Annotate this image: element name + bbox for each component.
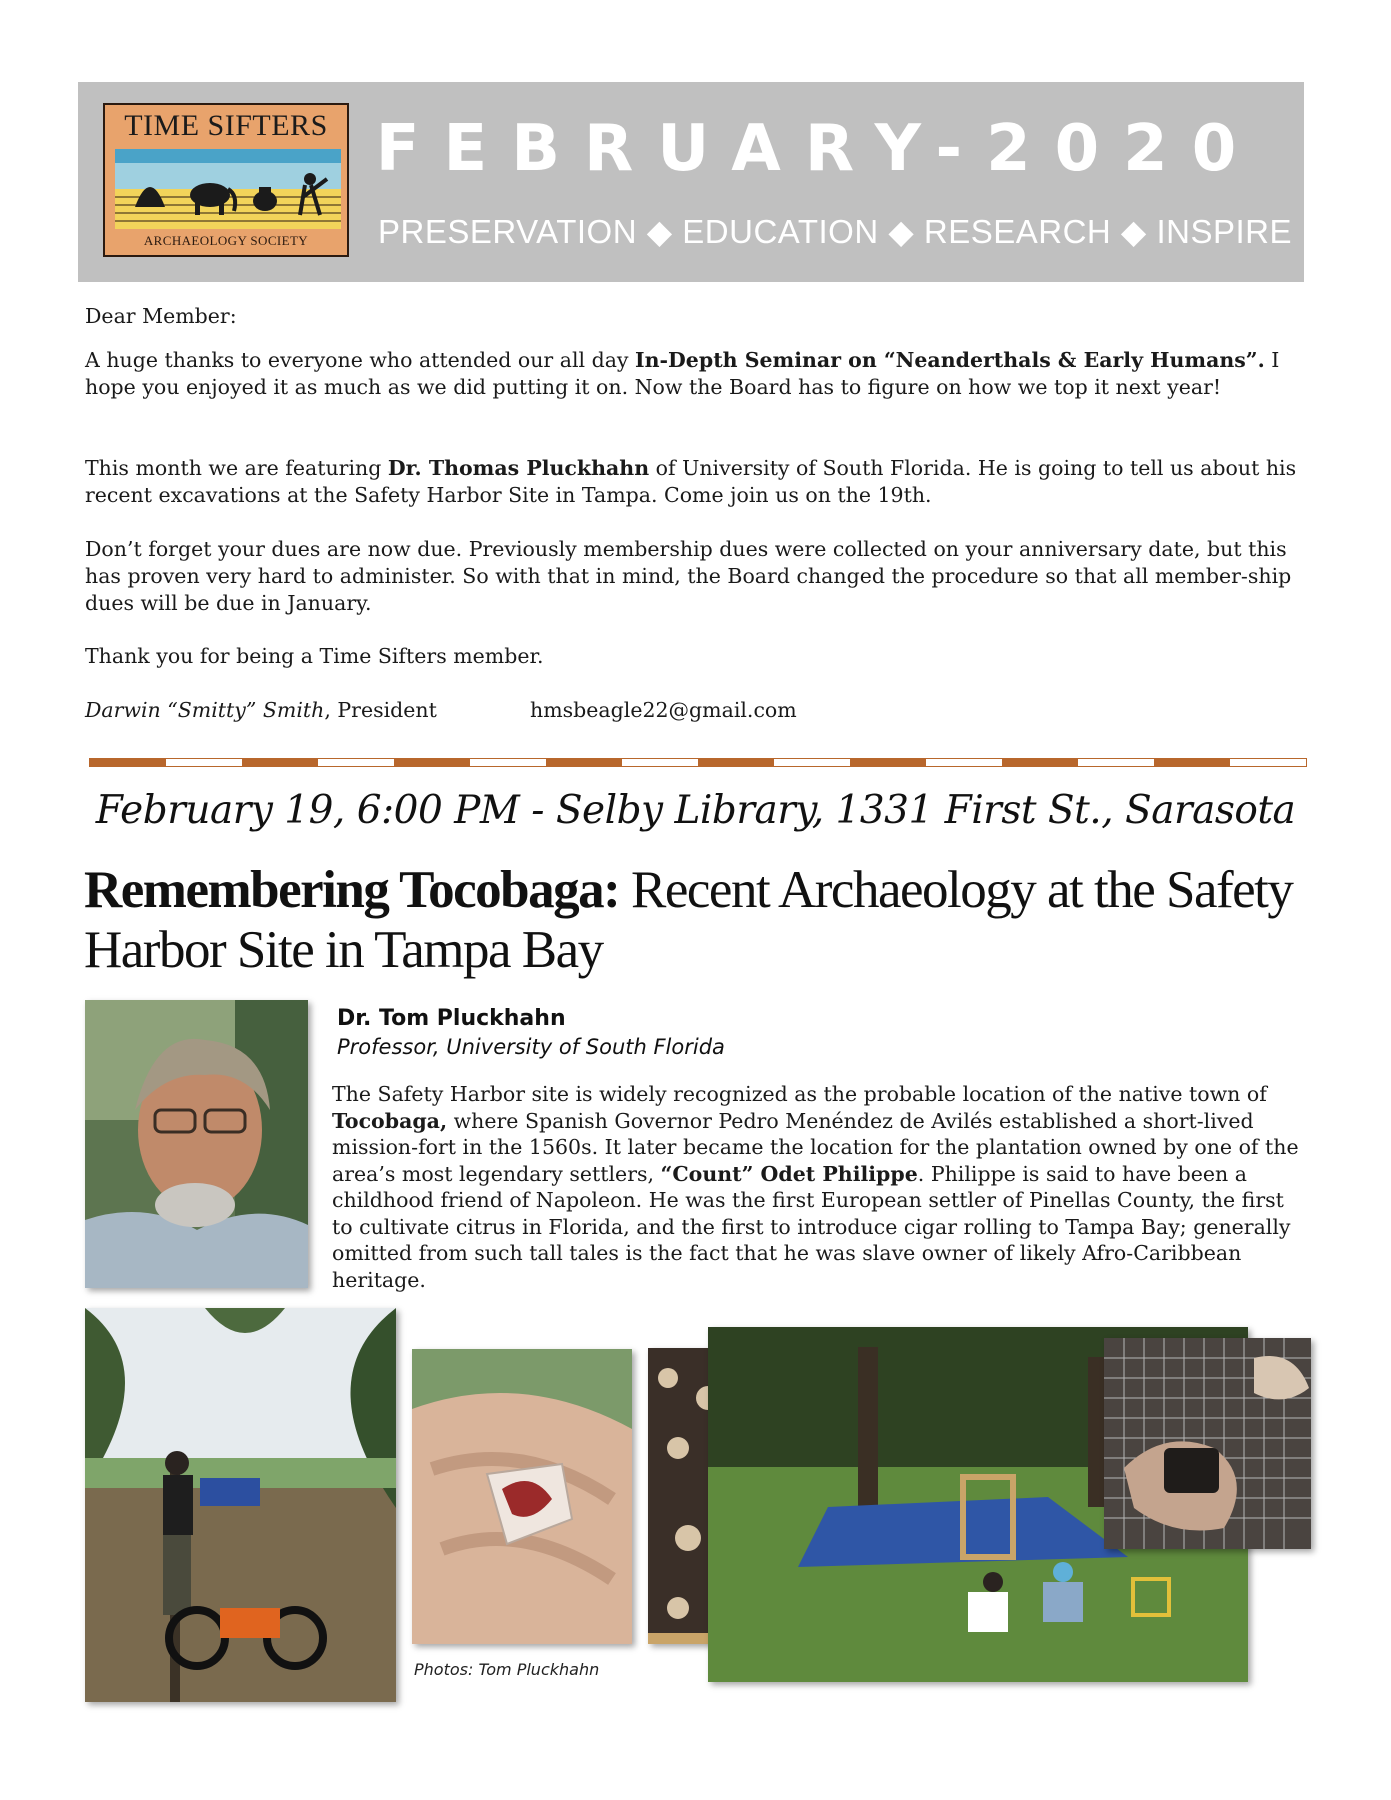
text-run: where Spanish Governor Pedro Menéndez de Avilés established a short-lived mission-fort in the 1560s. It later became the location for the plantation owned by one of the area’s most legendary settlers, bbox=[332, 1108, 1299, 1186]
letter-greeting: Dear Member: bbox=[85, 304, 237, 328]
odet-philippe-name: “Count” Odet Philippe bbox=[660, 1161, 918, 1186]
section-divider bbox=[89, 758, 1307, 767]
text-run: I hope you enjoyed it as much as we did putting it on. Now the Board has to figure on how we top it next year! bbox=[85, 348, 1280, 399]
photo-credit: Photos: Tom Pluckhahn bbox=[414, 1660, 600, 1679]
speaker-name-inline: Dr. Thomas Pluckhahn bbox=[387, 456, 650, 480]
text-run: A huge thanks to everyone who attended our all day bbox=[85, 348, 636, 372]
lecture-title bbox=[84, 860, 1324, 980]
logo-artifacts-band bbox=[115, 149, 341, 229]
speaker-affiliation: Professor, University of South Florida bbox=[337, 1035, 725, 1059]
header-tagline: PRESERVATION ◆ EDUCATION ◆ RESEARCH ◆ INSPIRE bbox=[378, 213, 1292, 250]
speaker-portrait bbox=[85, 1000, 308, 1288]
president-email[interactable]: hmsbeagle22@gmail.com bbox=[530, 698, 797, 722]
letter-paragraph-dues: Don’t forget your dues are now due. Previously membership dues were collected on your anniversary date, but this has proven very hard to administer. So with that in mind, the Board changed the procedure so that all member-ship dues will be due in January. bbox=[85, 537, 1292, 615]
photo-screen-artifact bbox=[1104, 1338, 1311, 1549]
letter-thanks: Thank you for being a Time Sifters member. bbox=[85, 644, 544, 668]
issue-month: FEBRUARY-2020 bbox=[375, 112, 1261, 186]
president-name: Darwin “Smitty” Smith bbox=[85, 698, 325, 722]
logo-title: TIME SIFTERS bbox=[124, 109, 328, 142]
president-role: , President bbox=[324, 698, 437, 722]
newsletter-header bbox=[78, 82, 1304, 282]
lecture-description bbox=[332, 1081, 1302, 1293]
seminar-title: In-Depth Seminar on “Neanderthals & Early Humans”. bbox=[635, 348, 1265, 372]
photo-pottery-sherd bbox=[412, 1349, 632, 1644]
text-run: of University of South Florida. He is going to tell us about his recent excavations at the Safety Harbor Site in Tampa. Come join us on the 19th. bbox=[85, 456, 1297, 507]
logo-subtitle: ARCHAEOLOGY SOCIETY bbox=[143, 233, 309, 248]
letter-paragraph-seminar bbox=[85, 347, 1305, 401]
text-run: The Safety Harbor site is widely recognized as the probable location of the native town of bbox=[332, 1082, 1267, 1106]
text-run: . Philippe is said to have been a childhood friend of Napoleon. He was the first European settler of Pinellas County, the first to cultivate citrus in Florida, and the first to introduce cigar rolling to Tampa Bay; generally omitted from such tall tales is the fact that he was slave owner of likely Afro-Caribbean heritage. bbox=[332, 1161, 1291, 1292]
time-sifters-logo bbox=[103, 103, 349, 257]
lecture-title-rest: Recent Archaeology at the Safety Harbor Site in Tampa Bay bbox=[84, 861, 1293, 979]
letter-signature bbox=[85, 697, 797, 724]
event-details: February 19, 6:00 PM - Selby Library, 1331 First St., Sarasota bbox=[95, 788, 1296, 833]
speaker-name: Dr. Tom Pluckhahn bbox=[337, 1006, 566, 1031]
tocobaga-name: Tocobaga, bbox=[332, 1108, 448, 1133]
text-run: This month we are featuring bbox=[85, 456, 388, 480]
letter-paragraph-speaker bbox=[85, 455, 1305, 509]
photo-ground-radar bbox=[85, 1308, 396, 1702]
lecture-title-bold: Remembering Tocobaga: bbox=[84, 861, 620, 919]
